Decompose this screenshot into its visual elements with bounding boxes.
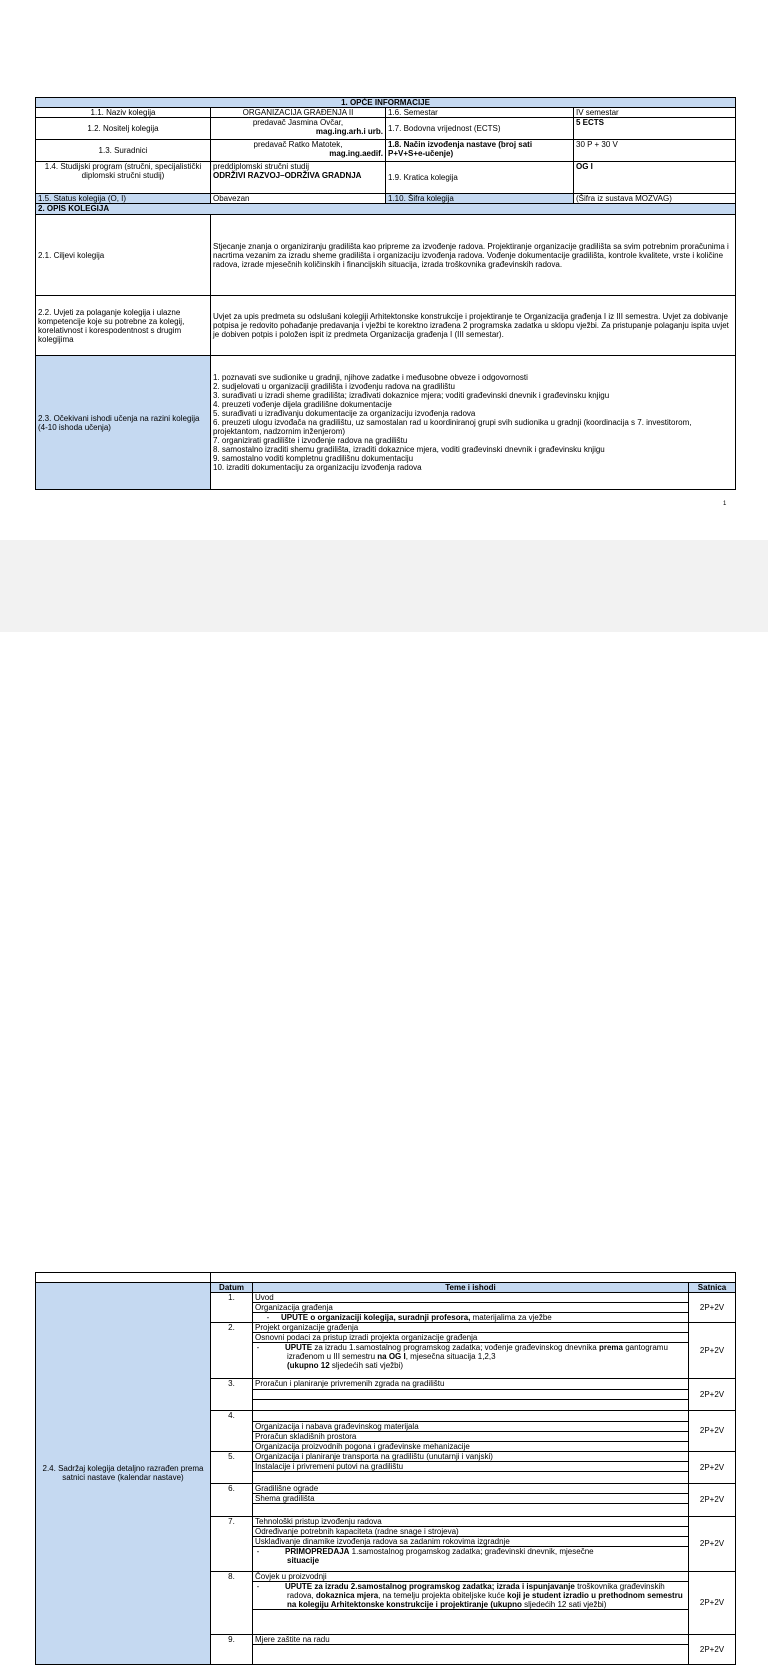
document-page-1 [0, 0, 768, 540]
week-4-hours: 2P+2V [689, 1411, 736, 1452]
label-ects: 1.7. Bodovna vrijednost (ECTS) [386, 118, 574, 140]
week-7-num: 7. [211, 1516, 253, 1571]
holder-title: mag.ing.arh.i urb. [315, 127, 383, 136]
value-course-goals: Stjecanje znanja o organiziranju gradilišta kao pripreme za izvođenje radova. Projektiranje organizacije gradilišta sa svim potrebnim proračunima i nacrtima vezanim za izradu sheme gradilišta i organizaciju izvođenja radova. Vođenje dokumentacije gradilišta, kontrole kvalitete, vrste i količine radova, izrade mjesečnih količinskih i financijskih situacija, izrada troškovnika građevinskih radova. [211, 215, 736, 296]
week-4-topics: Organizacija i nabava građevinskog materijala Proračun skladišnih prostora Organizacija proizvodnih pogona i građevinske mehanizacije [253, 1411, 689, 1452]
value-course-status: Obavezan [211, 194, 386, 204]
week-6-hours: 2P+2V [689, 1483, 736, 1516]
week-8-num: 8. [211, 1571, 253, 1634]
value-learning-outcomes [211, 356, 736, 490]
week-2-topics: Projekt organizacije građenja Osnovni podaci za pristup izradi projekta organizacije građenja - UPUTE za izradu 1.samostalnog programskog zadatka; vođenje građevinskog dnevnika prema gantogramu izrađenom u III semestru na OG I, mjesečna situacija 1,2,3 (ukupno 12 sljedećih sati vježbi) [253, 1323, 689, 1379]
list-item: 9. samostalno voditi kompletnu gradilišnu dokumentaciju [213, 454, 414, 463]
week-7-topics: Tehnološki pristup izvođenju radova Određivanje potrebnih kapaciteta (radne snage i strojeva) Usklađivanje dinamike izvođenja radova sa zadanim rokovima izgradnje - PRIMOPREDAJA 1.samostalnog progamskog zadatka; građevinski dnevnik, mjesečne situacije [253, 1516, 689, 1571]
week-5-num: 5. [211, 1451, 253, 1483]
list-item: 1. poznavati sve sudionike u gradnji, njihove zadatke i međusobne obveze i odgovornosti [213, 373, 528, 382]
week-9-num: 9. [211, 1634, 253, 1664]
week-5-hours: 2P+2V [689, 1451, 736, 1483]
course-info-table [35, 97, 736, 490]
week-5-topics: Organizacija i planiranje transporta na gradilištu (unutarnji i vanjski) Instalacije i privremeni putovi na gradilištu [253, 1451, 689, 1483]
list-item: 5. surađivati u izrađivanju dokumentacije za organizaciju izvođenja radova [213, 409, 476, 418]
label-course-goals: 2.1. Ciljevi kolegija [36, 215, 211, 296]
label-teaching-method: 1.8. Način izvođenja nastave (broj sati P+V+S+e-učenje) [386, 140, 574, 162]
value-semester: IV semestar [574, 108, 736, 118]
study-program-name: ODRŽIVI RAZVOJ–ODRŽIVA GRADNJA [213, 171, 362, 180]
learning-outcomes-list [213, 373, 733, 472]
col-datum: Datum [211, 1283, 253, 1293]
associate-name: predavač Ratko Matotek, [253, 140, 343, 149]
week-3-topics: Proračun i planiranje privremenih zgrada na gradilištu [253, 1379, 689, 1411]
week-6-num: 6. [211, 1483, 253, 1516]
label-course-conditions: 2.2. Uvjeti za polaganje kolegija i ulazne kompetencije koje su potrebne za kolegij, korelativnost i korespodentnost s drugim kolegijima [36, 296, 211, 356]
list-item: 4. preuzeti vođenje dijela gradilišne dokumentacije [213, 400, 392, 409]
week-2-hours: 2P+2V [689, 1323, 736, 1379]
label-course-abbr: 1.9. Kratica kolegija [386, 162, 574, 194]
week-4-num: 4. [211, 1411, 253, 1452]
label-course-code: 1.10. Šifra kolegija [386, 194, 574, 204]
list-item: 7. organizirati gradilište i izvođenje radova na gradilištu [213, 436, 408, 445]
value-course-name: ORGANIZACIJA GRAĐENJA II [211, 108, 386, 118]
week-2-num: 2. [211, 1323, 253, 1379]
week-6-topics: Gradilišne ograde Shema gradilišta [253, 1483, 689, 1516]
list-item: 8. samostalno izraditi shemu gradilišta, izraditi dokaznice mjera, voditi građevinski dnevnik i građevinsku knjigu [213, 445, 605, 454]
page-number: 1 [723, 501, 727, 507]
page-gap [0, 540, 768, 632]
section-2-header: 2. OPIS KOLEGIJA [36, 204, 736, 215]
holder-name: predavač Jasmina Ovčar, [252, 118, 344, 127]
course-schedule-table [35, 1272, 736, 1665]
week-1-topics: Uvod Organizacija građenja - UPUTE o organizaciji kolegija, suradnji profesora, materijalima za vježbe [253, 1293, 689, 1323]
label-learning-outcomes: 2.3. Očekivani ishodi učenja na razini kolegija (4-10 ishoda učenja) [36, 356, 211, 490]
week-1-num: 1. [211, 1293, 253, 1323]
week-9-topics: Mjere zaštite na radu [253, 1634, 689, 1664]
list-item: 6. preuzeti ulogu izvođača na gradilištu, uz samostalan rad u koordiniranoj grupi svih sudionika u gradnji (koordinacija s 7. investitorom, projektantom, nadzornim inženjerom) [213, 418, 692, 436]
label-course-content: 2.4. Sadržaj kolegija detaljno razrađen prema satnici nastave (kalendar nastave) [36, 1283, 211, 1665]
value-teaching-method: 30 P + 30 V [574, 140, 736, 162]
label-study-program: 1.4. Studijski program (stručni, specijalistički diplomski stručni studij) [36, 162, 211, 194]
week-8-topics: Čovjek u proizvodnji - UPUTE za izradu 2.samostalnog programskog zadatka; izrada i ispunjavanje troškovnika građevinskih radova, dokaznica mjera, na temelju projekta obiteljske kuće koji je student izradio u prethodnom semestru na kolegiju Arhitektonske konstrukcije i projektiranje (ukupno sljedećih 12 sati vježbi) [253, 1571, 689, 1634]
col-satnica: Satnica [689, 1283, 736, 1293]
value-study-program [211, 162, 386, 194]
value-ects: 5 ECTS [574, 118, 736, 140]
list-item: 10. izraditi dokumentaciju za organizaciju izvođenja radova [213, 463, 422, 472]
list-item: 2. sudjelovati u organizaciji gradilišta i izvođenju radova na gradilištu [213, 382, 455, 391]
label-semester: 1.6. Semestar [386, 108, 574, 118]
value-associates [211, 140, 386, 162]
value-course-abbr: OG I [574, 162, 736, 194]
week-7-hours: 2P+2V [689, 1516, 736, 1571]
associate-title: mag.ing.aedif. [329, 149, 383, 158]
value-course-code: (Šifra iz sustava MOZVAG) [574, 194, 736, 204]
label-course-holder: 1.2. Nositelj kolegija [36, 118, 211, 140]
week-3-hours: 2P+2V [689, 1379, 736, 1411]
week-9-hours: 2P+2V [689, 1634, 736, 1664]
section-1-header: 1. OPĆE INFORMACIJE [36, 98, 736, 108]
label-associates: 1.3. Suradnici [36, 140, 211, 162]
week-3-num: 3. [211, 1379, 253, 1411]
col-teme: Teme i ishodi [253, 1283, 689, 1293]
study-program-level: preddiplomski stručni studij [213, 162, 310, 171]
value-course-conditions: Uvjet za upis predmeta su odslušani kolegiji Arhitektonske konstrukcije i projektiranje te Organizacija građenja I iz III semestra. Uvjet za dobivanje potpisa je redovito pohađanje predavanja i vježbi te korektno izrađena 2 programska zadatka u sklopu vježbi. Za pristupanje polaganju ispita uvjet je dobiven potpis i položen ispit iz predmeta Organizacija građenja I (III semestar). [211, 296, 736, 356]
value-course-holder [211, 118, 386, 140]
label-course-status: 1.5. Status kolegija (O, I) [36, 194, 211, 204]
list-item: 3. surađivati u izradi sheme gradilišta; izrađivati dokaznice mjera; voditi građevinski dnevnik i građevinsku knjigu [213, 391, 610, 400]
document-page-2 [0, 632, 768, 1654]
week-8-hours: 2P+2V [689, 1571, 736, 1634]
week-1-hours: 2P+2V [689, 1293, 736, 1323]
label-course-name: 1.1. Naziv kolegija [36, 108, 211, 118]
